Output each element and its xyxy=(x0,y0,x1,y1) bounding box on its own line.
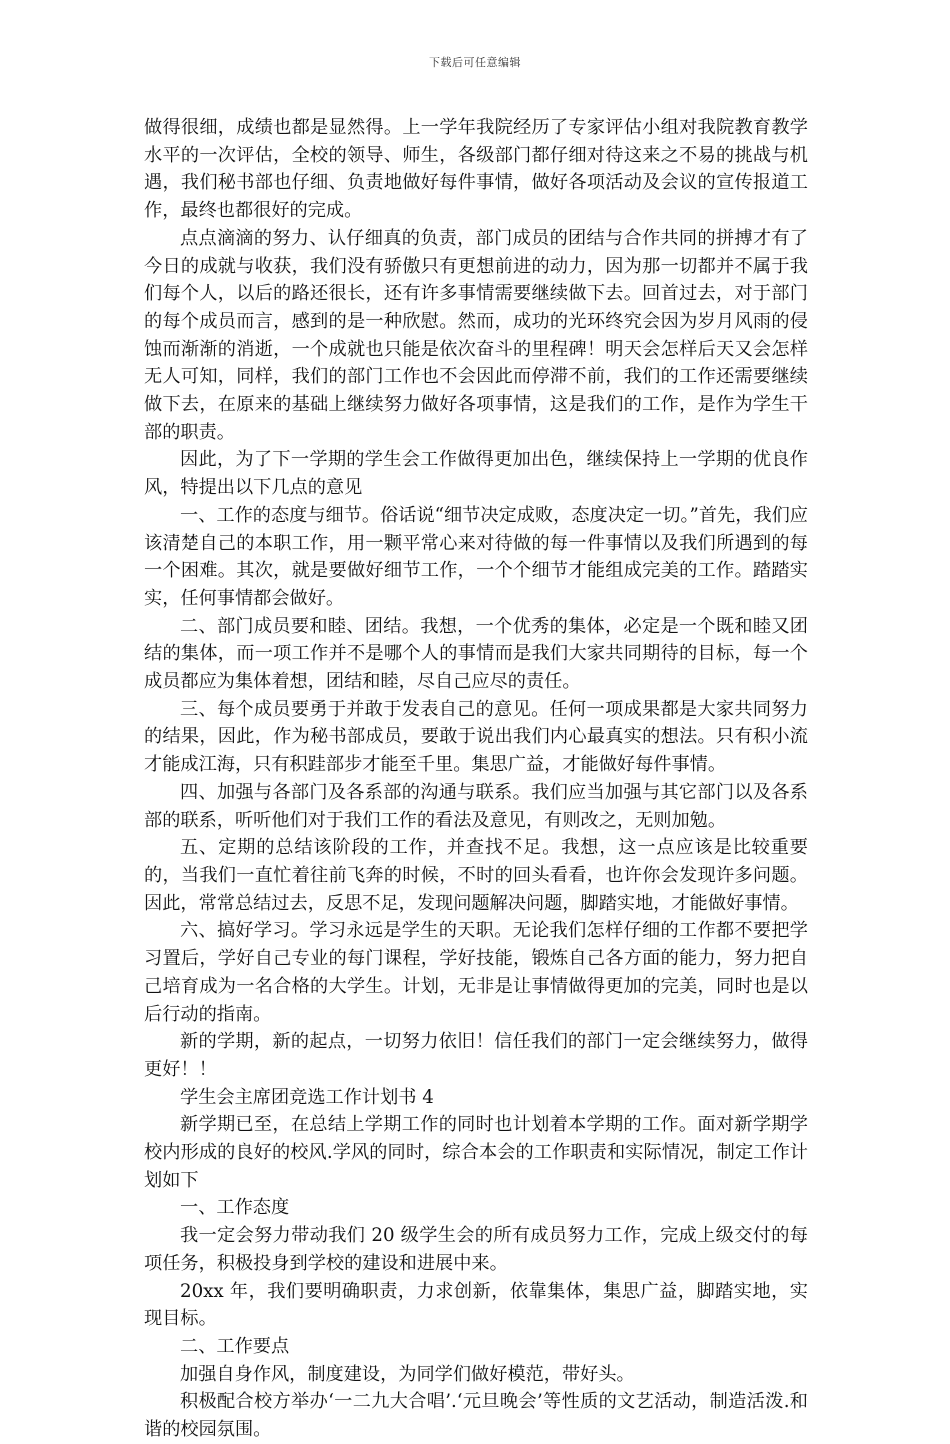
paragraph: 四、加强与各部门及各系部的沟通与联系。我们应当加强与其它部门以及各系部的联系，听听他们对于我们工作的看法及意见，有则改之，无则加勉。 xyxy=(144,781,808,831)
section-heading: 一、工作态度 xyxy=(180,1197,290,1219)
section-title: 学生会主席团竞选工作计划书 4 xyxy=(180,1086,434,1108)
paragraph: 加强自身作风，制度建设，为同学们做好模范，带好头。 xyxy=(180,1363,635,1385)
paragraph: 20xx 年，我们要明确职责，力求创新，依靠集体，集思广益，脚踏实地，实现目标。 xyxy=(144,1280,808,1330)
paragraph: 二、部门成员要和睦、团结。我想，一个优秀的集体，必定是一个既和睦又团结的集体，而一项工作并不是哪个人的事情而是我们大家共同期待的目标，每一个成员都应为集体着想，团结和睦，尽自己应尽的责任。 xyxy=(144,615,808,693)
paragraph: 五、定期的总结该阶段的工作，并查找不足。我想，这一点应该是比较重要的，当我们一直忙着往前飞奔的时候，不时的回头看看，也许你会发现许多问题。因此，常常总结过去，反思不足，发现问题解决问题，脚踏实地，才能做好事情。 xyxy=(144,837,808,914)
paragraph: 积极配合校方举办‘一二九大合唱’.‘元旦晚会’等性质的文艺活动，制造活泼.和谐的校园氛围。 xyxy=(144,1391,808,1441)
document-body xyxy=(144,114,808,1444)
paragraph: 一、工作的态度与细节。俗话说“细节决定成败，态度决定一切。”首先，我们应该清楚自己的本职工作，用一颗平常心来对待做的每一件事情以及我们所遇到的每一个困难。其次，就是要做好细节工作，一个个细节才能组成完美的工作。踏踏实实，任何事情都会做好。 xyxy=(144,504,808,609)
page-header: 下载后可任意编辑 xyxy=(429,56,521,69)
paragraph: 因此，为了下一学期的学生会工作做得更加出色，继续保持上一学期的优良作风，特提出以下几点的意见 xyxy=(144,449,808,499)
paragraph: 做得很细，成绩也都是显然得。上一学年我院经历了专家评估小组对我院教育教学水平的一次评估，全校的领导、师生，各级部门都仔细对待这来之不易的挑战与机遇，我们秘书部也仔细、负责地做好每件事情，做好各项活动及会议的宣传报道工作，最终也都很好的完成。 xyxy=(144,117,808,222)
paragraph: 六、搞好学习。学习永远是学生的天职。无论我们怎样仔细的工作都不要把学习置后，学好自己专业的每门课程，学好技能，锻炼自己各方面的能力，努力把自己培育成为一名合格的大学生。计划，无非是让事情做得更加的完美，同时也是以后行动的指南。 xyxy=(144,920,808,1025)
paragraph: 三、每个成员要勇于并敢于发表自己的意见。任何一项成果都是大家共同努力的结果，因此，作为秘书部成员，要敢于说出我们内心最真实的想法。只有积小流才能成江海，只有积跬部步才能至千里。集思广益，才能做好每件事情。 xyxy=(144,698,808,776)
paragraph: 点点滴滴的努力、认仔细真的负责，部门成员的团结与合作共同的拼搏才有了今日的成就与收获，我们没有骄傲只有更想前进的动力，因为那一切都并不属于我们每个人，以后的路还很长，还有许多事情需要继续做下去。回首过去，对于部门的每个成员而言，感到的是一种欣慰。然而，成功的光环终究会因为岁月风雨的侵蚀而渐渐的消逝，一个成就也只能是依次奋斗的里程碑！明天会怎样后天又会怎样无人可知，同样，我们的部门工作也不会因此而停滞不前，我们的工作还需要继续做下去，在原来的基础上继续努力做好各项事情，这是我们的工作，是作为学生干部的职责。 xyxy=(144,227,808,443)
paragraph: 新学期已至，在总结上学期工作的同时也计划着本学期的工作。面对新学期学校内形成的良好的校风.学风的同时，综合本会的工作职责和实际情况，制定工作计划如下 xyxy=(144,1114,808,1191)
paragraph: 我一定会努力带动我们 20 级学生会的所有成员努力工作，完成上级交付的每项任务，积极投身到学校的建设和进展中来。 xyxy=(144,1225,808,1274)
section-heading: 二、工作要点 xyxy=(180,1335,290,1357)
paragraph: 新的学期，新的起点，一切努力依旧！信任我们的部门一定会继续努力，做得更好！！ xyxy=(144,1031,808,1080)
